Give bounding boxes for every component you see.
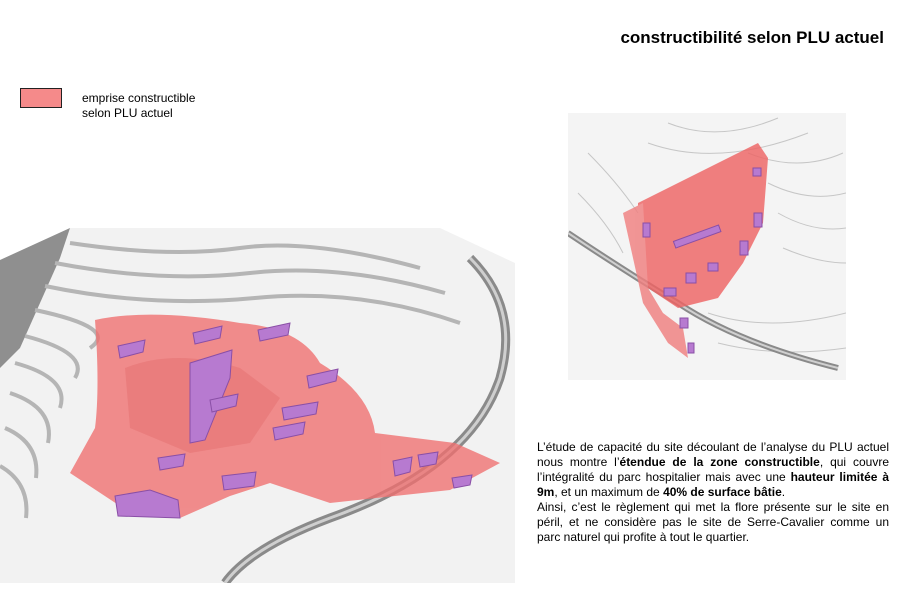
legend-label: [82, 91, 262, 121]
description-part-5: Ainsi, c’est le règlement qui met la flore présente sur le site en péril, et ne considère pas le site de Serre-Cavalier comme un parc naturel qui profite à tout le quartier.: [537, 500, 889, 544]
description-part-4: .: [781, 485, 786, 499]
description-bold-2: hauteur limitée à 9m: [537, 470, 889, 499]
description-bold-1: étendue de la zone constructible: [619, 455, 820, 469]
description-part-1: L’étude de capacité du site découlant de l’analyse du PLU actuel nous montre l’: [537, 440, 889, 469]
page-title: constructibilité selon PLU actuel: [620, 28, 884, 47]
legend-label-line2: selon PLU actuel: [82, 106, 173, 120]
legend-swatch: [20, 88, 62, 108]
description-text: [537, 440, 889, 545]
description-bold-3: 40% de surface bâtie: [663, 485, 782, 499]
description-part-3: , et un maximum de: [554, 485, 664, 499]
description-part-2: , qui couvre l’intégralité du parc hospitalier mais avec une: [537, 455, 889, 484]
site-3d-render: [0, 228, 515, 583]
site-plan-top-view: [568, 113, 846, 380]
legend-label-line1: emprise constructible: [82, 91, 196, 105]
